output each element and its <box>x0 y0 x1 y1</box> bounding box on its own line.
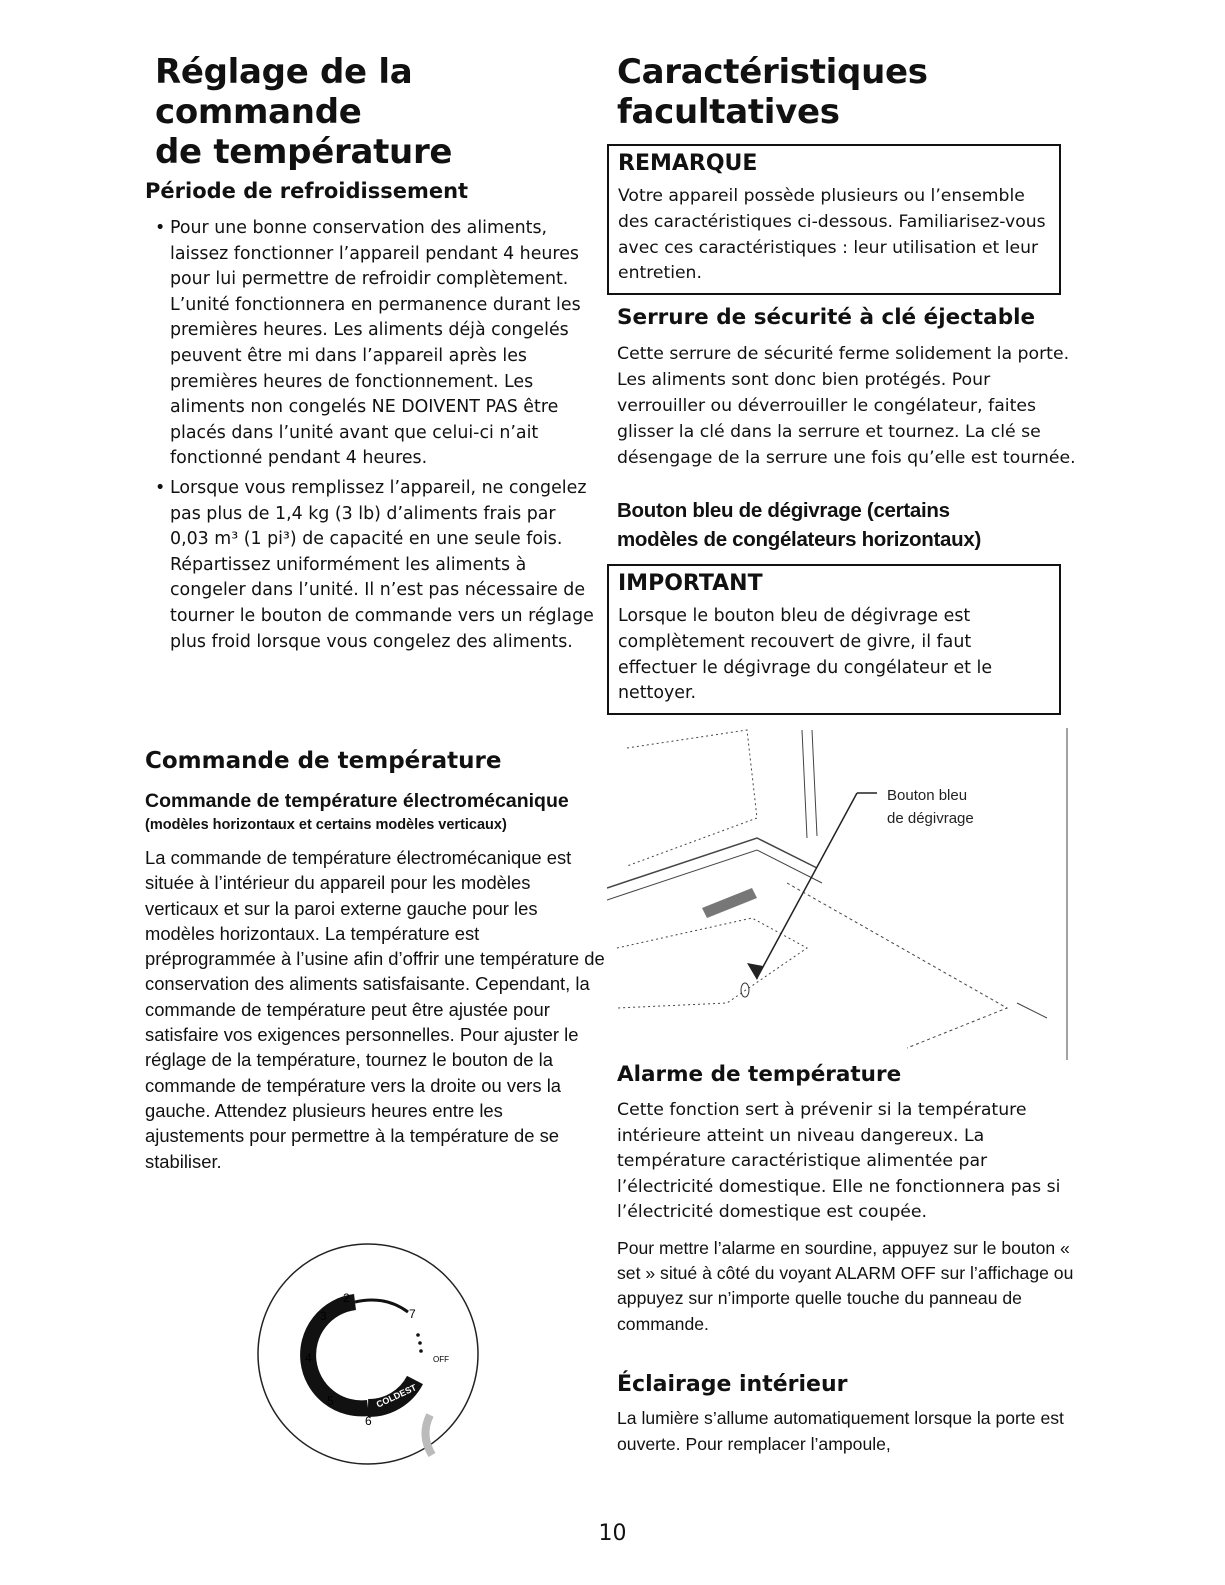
important-box-title: IMPORTANT <box>618 571 763 596</box>
section-title-temperature-setting <box>145 52 600 172</box>
callout-line <box>757 793 857 978</box>
callout-arrow-icon <box>747 963 763 980</box>
cooling-period-heading: Période de refroidissement <box>145 179 469 203</box>
title-line-2: de température <box>155 132 453 172</box>
alarm-heading: Alarme de température <box>617 1062 902 1087</box>
temperature-control-heading: Commande de température <box>145 748 502 774</box>
dial-label-7: 7 <box>409 1307 416 1321</box>
left-column <box>145 52 605 1172</box>
freezer-rim <box>607 838 817 888</box>
defrost-heading-line-2: modèles de congélateurs horizontaux) <box>617 528 981 551</box>
models-note: (modèles horizontaux et certains modèles verticaux) <box>145 817 507 833</box>
bullet-icon: • <box>155 477 166 498</box>
bullet-text: Lorsque vous remplissez l’appareil, ne congelez pas plus de 1,4 kg (3 lb) d’aliments frais par 0,03 m³ (1 pi³) de capacité en une seule fois. Répartissez uniformément les aliments à congeler dans l’unité. Il n’est pas nécessaire de tourner le bouton de commande vers un réglage plus froid lorsque vous congelez des aliments. <box>170 477 594 652</box>
cooling-bullet-list <box>145 216 595 655</box>
callout-label-line-2: de dégivrage <box>887 810 974 827</box>
defrost-button-icon <box>741 983 749 997</box>
defrost-heading-line-1: Bouton bleu de dégivrage (certains <box>617 499 950 522</box>
note-box <box>607 144 1061 295</box>
freezer-defrost-figure <box>607 718 1077 1060</box>
title-line-1: Réglage de la commande <box>155 52 413 132</box>
freezer-interior <box>617 918 807 1008</box>
dial-pointer <box>355 1300 408 1312</box>
defrost-section <box>617 496 1087 554</box>
knob-shadow <box>425 1415 432 1455</box>
list-item <box>145 476 595 655</box>
note-box-body: Votre appareil possède plusieurs ou l’ensemble des caractéristiques ci-dessous. Familiarisez-vous avec ces caractéristiques : leur utilisation et leur entretien. <box>618 186 1046 284</box>
bullet-icon: • <box>155 218 166 238</box>
important-box-body: Lorsque le bouton bleu de dégivrage est complètement recouvert de givre, il faut effectuer le dégivrage du congélateur et le nettoyer. <box>618 606 993 704</box>
alarm-body-2: Pour mettre l’alarme en sourdine, appuyez sur le bouton « set » situé à côté du voyant ALARM OFF sur l’affichage ou appuyez sur n’importe quelle touche du panneau de commande. <box>617 1237 1074 1334</box>
note-box-title: REMARQUE <box>618 151 758 176</box>
dial-label-6: 6 <box>365 1414 372 1428</box>
lock-section <box>617 305 1077 471</box>
right-column <box>617 52 1077 1454</box>
page-number: 10 <box>598 1521 627 1546</box>
alarm-section <box>617 1062 1077 1337</box>
dial-outline <box>258 1244 478 1464</box>
callout-label-line-1: Bouton bleu <box>887 787 968 804</box>
important-box <box>607 564 1061 715</box>
light-heading: Éclairage intérieur <box>617 1372 848 1397</box>
dial-label-5: 5 <box>327 1394 334 1408</box>
title-line-2: facultatives <box>617 92 840 132</box>
control-section <box>145 787 605 1174</box>
defrost-strip <box>702 888 757 918</box>
dial-arc <box>308 1302 368 1408</box>
dial-label-4: 4 <box>305 1351 312 1365</box>
light-body: La lumière s’allume automatiquement lorsque la porte est ouverte. Pour remplacer l’ampoule, <box>617 1408 1064 1454</box>
lid-edge <box>627 730 757 866</box>
dial-label-3: 3 <box>320 1309 327 1323</box>
temperature-dial-illustration <box>250 1240 500 1475</box>
section-title-optional-features <box>617 52 1077 132</box>
light-section <box>617 1372 1077 1457</box>
lid-post <box>802 730 807 838</box>
dial-label-coldest: COLDEST <box>374 1382 418 1410</box>
control-body: La commande de température électromécanique est située à l’intérieur du appareil pour les modèles verticaux et sur la paroi externe gauche pour les modèles horizontaux. La température est préprogrammée à l’usine afin d’offrir une température de conservation des aliments satisfaisante. Cependant, la commande de température peut être ajustée pour satisfaire vos exigences personnelles. Pour ajuster le réglage de la température, tournez le bouton de la commande de température vers la droite ou vers la gauche. Attendez plusieurs heures entre les ajustements pour permettre à la température de se stabiliser. <box>145 847 605 1172</box>
bullet-text: Pour une bonne conservation des aliments, laissez fonctionner l’appareil pendant 4 heures pour lui permettre de refroidir complètement. L’unité fonctionnera en permanence durant les premières heures. Les aliments déjà congelés peuvent être mi dans l’appareil après les premières heures de fonctionnement. Les aliments non congelés NE DOIVENT PAS être placés dans l’unité avant que celui-ci n’ait fonctionné pendant 4 heures. <box>170 218 581 469</box>
lock-body: Cette serrure de sécurité ferme solidement la porte. Les aliments sont donc bien protégés. Pour verrouiller ou déverrouiller le congélateur, faites glisser la clé dans la serrure et tournez. La clé se désengage de la serrure une fois qu’elle est tournée. <box>617 344 1076 468</box>
list-item <box>145 216 595 472</box>
alarm-body-1: Cette fonction sert à prévenir si la température intérieure atteint un niveau dangereux. La température caractéristique alimentée par l’électricité domestique. Elle ne fonctionnera pas si l’électricité domestique est coupée. <box>617 1100 1061 1223</box>
dial-label-off: OFF <box>433 1355 449 1364</box>
lock-heading: Serrure de sécurité à clé éjectable <box>617 305 1036 330</box>
dial-label-2: 2 <box>343 1291 350 1305</box>
title-line-1: Caractéristiques <box>617 52 928 92</box>
electromechanical-subheading: Commande de température électromécanique <box>145 790 569 812</box>
